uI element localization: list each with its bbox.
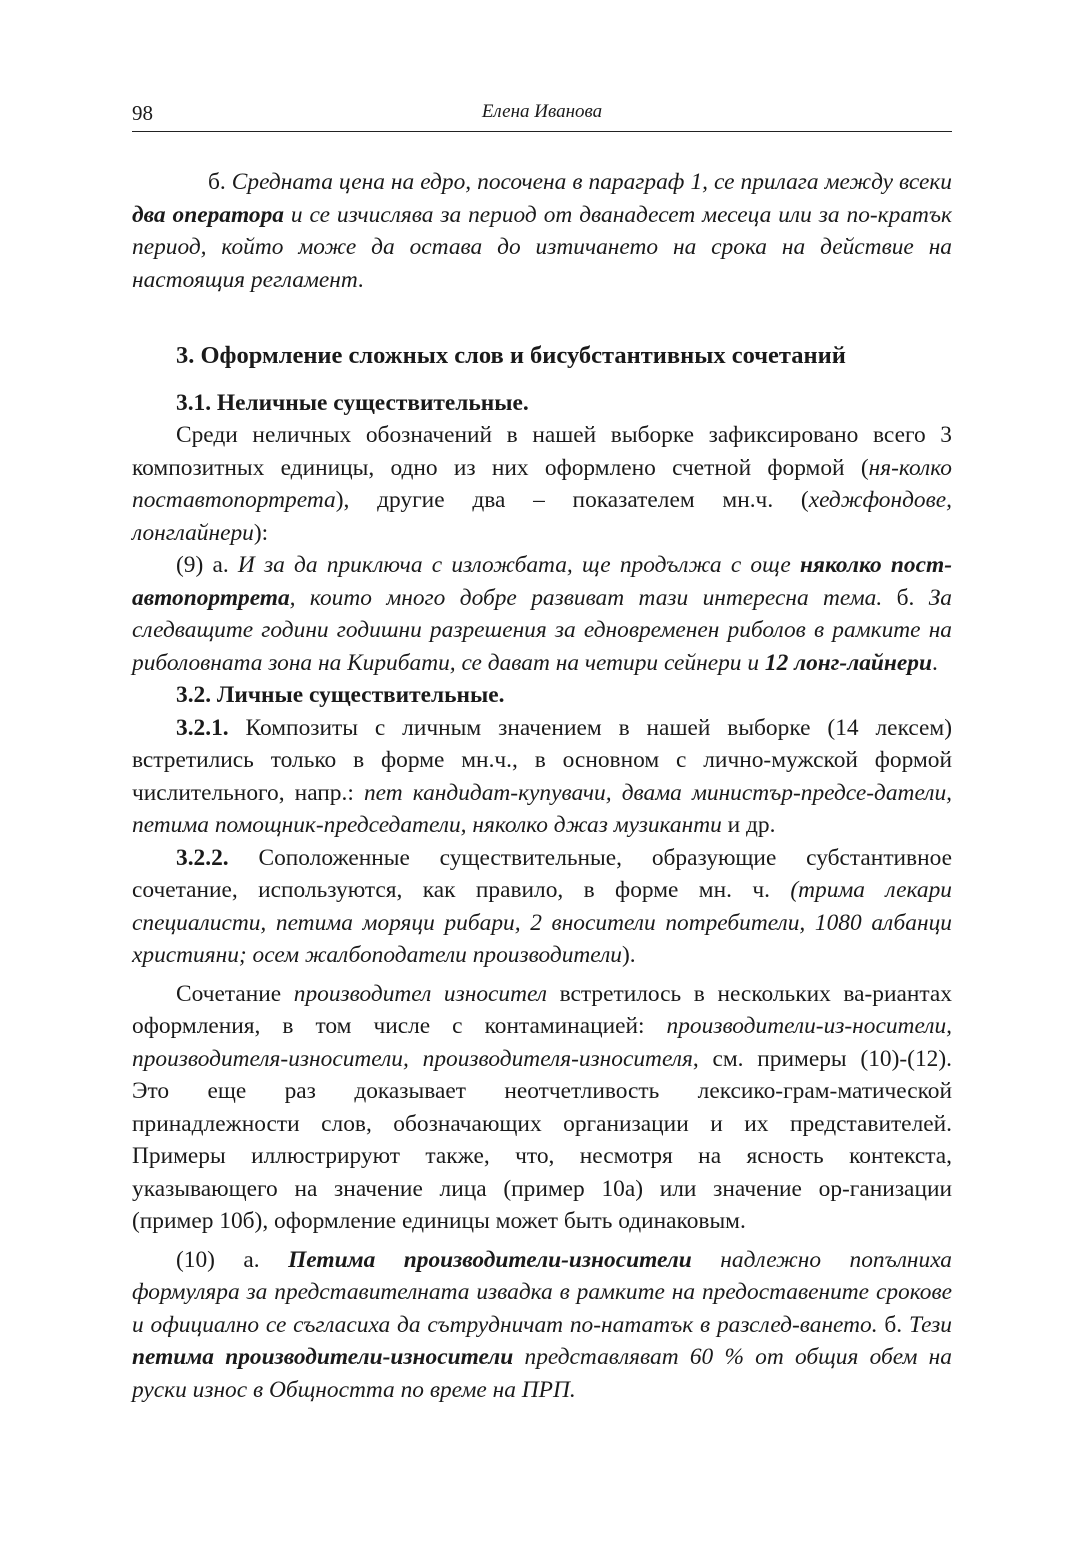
text-run: И за да приключа с изложбата, ще продължа с още — [237, 552, 800, 578]
text-run: ): — [253, 519, 269, 546]
text-run: ня-колко поставтопортрета — [132, 454, 952, 513]
text-run: и др. — [721, 812, 776, 838]
paragraph-p-3-2-1 — [132, 712, 952, 842]
paragraph-p-3-1 — [132, 419, 952, 549]
text-run: петима производители-износители — [132, 1344, 514, 1370]
text-run: 3.2.1. — [176, 714, 229, 741]
text-run: 3.2. Личные существительные. — [176, 682, 505, 708]
text-run: Среди неличных обозначений в нашей выборке зафиксировано всего 3 композитных единицы, одно из них оформлено счетной формой ( — [132, 422, 952, 481]
paragraph-ex10 — [132, 1244, 952, 1407]
text-run: встретилось в нескольких ва-риантах оформления, в том числе с контаминацией: — [132, 980, 952, 1039]
text-run: 3. Оформление сложных слов и бисубстантивных сочетаний — [176, 342, 846, 369]
text-run: два оператора — [132, 201, 284, 228]
paragraph-sub-3-2 — [132, 679, 952, 712]
text-run: . — [932, 649, 938, 676]
text-run: б. — [882, 584, 929, 611]
text-run: (9) а. — [176, 552, 238, 578]
text-run: производител износител — [293, 980, 547, 1007]
text-run: Петима производители-износители — [288, 1246, 692, 1273]
text-run: няколко пост-автопортрета — [132, 552, 952, 611]
text-run: 3.2.2. — [176, 844, 229, 871]
text-run: За следващите години годишни разрешения за едновременен риболов в рамките на риболовната зона на Кирибати, се дават на четири сейнери и — [132, 584, 952, 676]
text-run: хеджфондове, лонглайнери — [132, 487, 952, 546]
text-run: . — [357, 266, 364, 293]
body-text — [132, 166, 952, 1406]
text-run: б. — [208, 169, 232, 195]
text-run: ). — [621, 942, 636, 968]
text-run: , които много добре развиват тази интересна тема. — [289, 584, 883, 611]
running-head: Елена Иванова — [481, 101, 603, 122]
page-header — [132, 101, 952, 132]
text-run: пет кандидат-купувачи, двама министър-предсе-датели, петима помощник-председатели, няколко джаз музиканти — [132, 779, 952, 838]
text-run: представляват 60 % от общия обем на руски износ в Общността по време на ПРП. — [132, 1344, 952, 1403]
paragraph-ex8b — [132, 166, 952, 296]
paragraph-section-3-title — [132, 340, 952, 373]
text-run: Тези — [908, 1311, 952, 1338]
text-run: производители-из-носители, производителя-износители, производителя-износителя — [132, 1013, 952, 1072]
paragraph-p-3-2-2 — [132, 842, 952, 972]
text-run: Сочетание — [176, 980, 294, 1007]
text-run: Соположенные существительные, образующие субстантивное сочетание, используются, как правило, в форме мн. ч. — [132, 844, 952, 903]
text-run: 12 лонг-лайнери — [764, 649, 933, 676]
text-run: (10) а. — [176, 1246, 289, 1273]
text-run: б. — [877, 1311, 909, 1338]
text-run: Композиты с личным значением в нашей выборке (14 лексем) встретились только в форме мн.ч., в основном с лично-мужской формой числительного, напр.: — [132, 714, 952, 806]
page-number: 98 — [132, 101, 153, 125]
paragraph-ex9 — [132, 549, 952, 679]
text-run: 3.1. Неличные существительные. — [176, 389, 529, 416]
paragraph-sub-3-1 — [132, 387, 952, 420]
text-run: и се изчислява за период от дванадесет месеца или за по-кратък период, който може да остава до изтичането на срока на действие на настоящия регламент — [132, 201, 952, 293]
text-run: Средната цена на едро, посочена в параграф 1, се прилага между всеки — [231, 169, 952, 195]
text-run: ), другие два – показателем мн.ч. ( — [335, 487, 809, 513]
text-run: (трима лекари специалисти, петима моряци рибари, 2 вносители потребители, 1080 албанци християни; осем жалбоподатели производители — [132, 877, 952, 968]
text-run: надлежно попълниха формуляра за представителната извадка в рамките на предоставените срокове и официално се съгласиха да сътрудничат по-нататък в разслед-ването. — [132, 1246, 952, 1338]
paragraph-p-combo — [132, 978, 952, 1238]
text-run: , см. примеры (10)-(12). Это еще раз доказывает неотчетливость лексико-грам-матической принадлежности слов, обозначающих организации и их представителей. Примеры иллюстрируют также, что, несмотря на ясность контекста, указывающего на значение лица (пример 10а) или значение ор-ганизации (пример 10б), оформление единицы может быть одинаковым. — [132, 1045, 952, 1234]
